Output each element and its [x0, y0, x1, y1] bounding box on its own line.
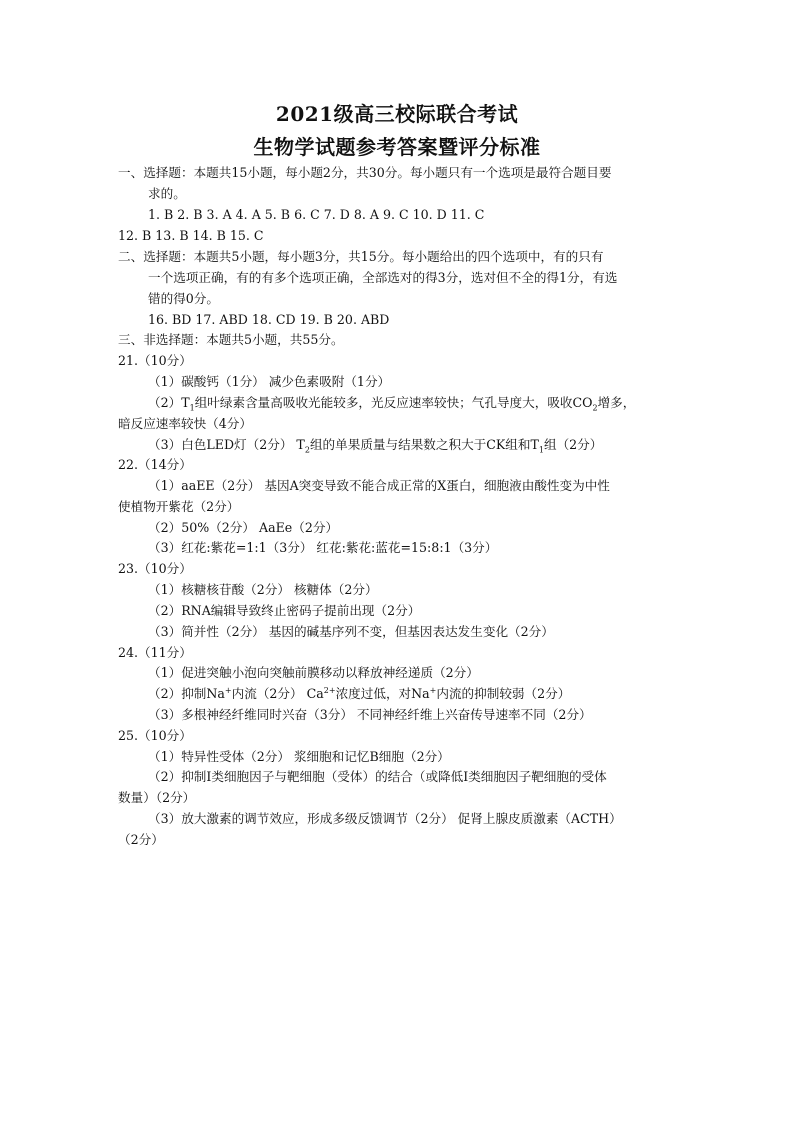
section2-answers: 16. BD 17. ABD 18. CD 19. B 20. ABD: [148, 312, 390, 327]
question-24-answer-3: （3）多根神经纤维同时兴奋（3分） 不同神经纤维上兴奋传导速率不同（2分）: [148, 707, 592, 722]
section3-heading: 三、非选择题：本题共5小题，共55分。: [118, 332, 344, 347]
section2-heading-cont2: 错的得0分。: [148, 291, 219, 306]
question-23-label: 23.（10分）: [118, 561, 192, 576]
exam-title: 2021级高三校际联合考试: [275, 102, 519, 126]
question-24-answer-2: （2）抑制Na+内流（2分） $Ca^{2+}$浓度过低，对Na+内流的抑制较弱（2分）: [148, 685, 571, 701]
question-25-answer-1: （1）特异性受体（2分） 浆细胞和记忆B细胞（2分）: [148, 749, 450, 764]
question-21-answer-2: $(2)T_1$组叶绿素含量高吸收光能较多，光反应速率较快；气孔导度大，吸收$CO_2$增多，: [148, 395, 636, 413]
section1-heading: 一、选择题：本题共15小题，每小题2分，共30分。每小题只有一个选项是最符合题目要: [118, 165, 612, 180]
question-21-answer-2-cont: 暗反应速率较快（4分）: [118, 416, 252, 431]
section2-heading: 二、选择题：本题共5小题，每小题3分，共15分。每小题给出的四个选项中，有的只有: [118, 249, 604, 264]
question-21-label: 21.（10分）: [118, 353, 192, 368]
question-21-answer-1: （1）碳酸钙（1分） 减少色素吸附（1分）: [148, 374, 391, 389]
question-25-answer-3-cont: （2分）: [118, 832, 164, 847]
section1-answers: 1. B 2. B 3. A 4. A 5. B 6. C 7. D 8. A 9. C 10. D 11. C: [148, 207, 485, 222]
section2-heading-cont: 一个选项正确，有的有多个选项正确，全部选对的得3分，选对但不全的得1分，有选: [148, 270, 618, 285]
question-23-answer-1: （1）核糖核苷酸（2分） 核糖体（2分）: [148, 582, 378, 597]
question-25-label: 25.（10分）: [118, 728, 192, 743]
section1-answers-cont: 12. B 13. B 14. B 15. C: [118, 228, 264, 243]
question-24-answer-1: （1）促进突触小泡向突触前膜移动以释放神经递质（2分）: [148, 665, 479, 680]
question-22-answer-2: （2）50%（2分） AaEe（2分）: [148, 520, 339, 535]
question-22-label: 22.（14分）: [118, 457, 192, 472]
question-22-answer-1-cont: 使植物开紫花（2分）: [118, 499, 240, 514]
question-25-answer-2-cont: 数量）（2分）: [118, 790, 196, 805]
question-22-answer-3: （3）红花:紫花=1:1（3分） 红花:紫花:蓝花=15:8:1（3分）: [148, 540, 498, 555]
document-subtitle: 生物学试题参考答案暨评分标准: [253, 135, 541, 159]
question-25-answer-3: （3）放大激素的调节效应，形成多级反馈调节（2分） 促肾上腺皮质激素（ACTH）: [148, 811, 622, 826]
question-22-answer-1: （1）aaEE（2分） 基因A突变导致不能合成正常的X蛋白，细胞液由酸性变为中性: [148, 478, 610, 493]
question-21-answer-3: （3）白色LED灯（2分） $T_2$组的单果质量与结果数之积大于CK组和$T_1$组（2分）: [148, 437, 603, 455]
question-23-answer-2: （2）RNA编辑导致终止密码子提前出现（2分）: [148, 603, 421, 618]
question-23-answer-3: （3）简并性（2分） 基因的碱基序列不变，但基因表达发生变化（2分）: [148, 624, 554, 639]
question-24-label: 24.（11分）: [118, 645, 192, 660]
question-25-answer-2: （2）抑制I类细胞因子与靶细胞（受体）的结合（或降低I类细胞因子靶细胞的受体: [148, 769, 607, 784]
section1-heading-cont: 求的。: [148, 186, 186, 201]
